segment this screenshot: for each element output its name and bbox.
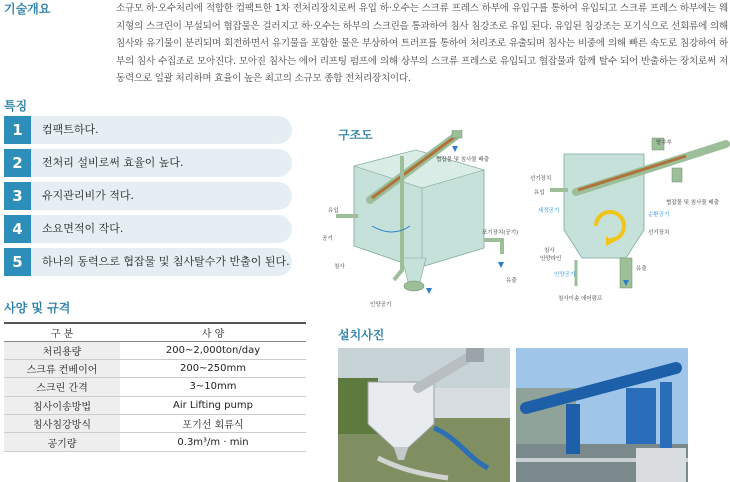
table-row <box>4 378 306 396</box>
photo2-frame <box>660 382 672 452</box>
photo2-panel <box>636 448 686 482</box>
feature-number: 5 <box>4 248 31 276</box>
structure-title: 구조도 <box>338 128 373 142</box>
label-right-grit: 침사 <box>544 248 555 254</box>
table-row <box>4 415 306 433</box>
feature-text: 전처리 설비로써 효율이 높다. <box>42 156 184 169</box>
spec-value: 3~10mm <box>120 378 306 396</box>
left-air-arrow-icon <box>426 288 432 294</box>
photo2-tank <box>626 388 656 444</box>
label-right-screen: 선기장치 <box>530 176 552 182</box>
photo1-motor <box>466 348 484 362</box>
feature-item <box>4 248 292 276</box>
photo-title: 설치사진 <box>338 328 385 342</box>
spec-header-category: 구 분 <box>4 323 120 341</box>
feature-number: 3 <box>4 182 31 210</box>
spec-value: 0.3m³/m · min <box>120 433 306 451</box>
left-hopper-base <box>404 281 424 291</box>
table-row <box>4 359 306 377</box>
spec-header-value: 사 양 <box>120 323 306 341</box>
overview-text: 소규모 하·오수처리에 적합한 컴팩트한 1차 전처리장치로써 유입 하·오수는 스크류 프레스 하부에 유입구를 통하여 유입되고 스크류 프레스 하부에는 웨지형의 스크린이 부설되어 협잡물은 걸러지고 하·오수는 하부의 스크린을 통과하여 침사 침강조로 유입 된다. 유입된 침강조는 포기식으로 선회류에 의해 침사와 유기물이 분리되며 회전하면서 유기물을 포함한 물은 부상하여 트러프를 통하여 처리조로 유출되며 침사는 비중에 의해 빠른 속도로 침강하여 하부의 침사 수집조로 모아진다. 모아진 침사는 에어 리프팅 펌프에 의해 상부의 스크류 프레스로 유입되고 협잡물과 함께 탈수 되어 반출하는 장치로써 저동력으로 일괄 처리하며 효율이 높은 최고의 소규모 종합 전처리장치이다. <box>116 3 728 84</box>
label-right-circ-air: 순환공기 <box>648 212 670 218</box>
spec-value: 200~2,000ton/day <box>120 341 306 359</box>
spec-value: Air Lifting pump <box>120 396 306 414</box>
label-right-settle-air: 세정공기 <box>538 208 560 214</box>
left-discharge-arrow-icon <box>452 146 458 152</box>
feature-number: 4 <box>4 215 31 243</box>
label-left-lift-air: 인양공기 <box>370 302 392 308</box>
label-right-discharge: 협잡물 및 침사물 배출 <box>666 200 720 206</box>
spec-header-row <box>4 323 306 341</box>
feature-text: 유지관리비가 적다. <box>42 189 135 202</box>
overview-title: 기술개요 <box>4 2 51 16</box>
feature-item <box>4 116 292 144</box>
spec-value: 포기선 회류식 <box>120 415 306 433</box>
label-right-lift-air: 인양공기 <box>554 272 576 278</box>
label-right-aeration: 선기장치 <box>648 230 670 236</box>
spec-key: 공기량 <box>4 433 120 451</box>
spec-value: 200~250mm <box>120 359 306 377</box>
label-left-grit: 침사 <box>334 264 345 270</box>
label-right-inlet: 유입 <box>534 190 545 196</box>
feature-number: 1 <box>4 116 31 144</box>
label-left-air: 공기 <box>322 236 333 242</box>
table-row <box>4 341 306 359</box>
left-motor <box>452 130 462 138</box>
right-diagram <box>530 138 726 302</box>
label-left-outflow: 유출 <box>506 278 517 284</box>
feature-item <box>4 149 292 177</box>
label-left-aeration: 포기장치(공기) <box>482 230 519 236</box>
spec-key: 처리용량 <box>4 341 120 359</box>
feature-number: 2 <box>4 149 31 177</box>
features-title: 특징 <box>4 99 28 113</box>
table-row <box>4 396 306 414</box>
left-outflow-arrow-icon <box>498 262 504 268</box>
feature-text: 하나의 동력으로 협잡물 및 침사탈수가 반출이 된다. <box>42 255 290 268</box>
feature-item <box>4 182 292 210</box>
spec-key: 스크린 간격 <box>4 378 120 396</box>
table-row <box>4 433 306 451</box>
installation-photo-2 <box>516 348 688 482</box>
label-right-outflow: 유출 <box>636 266 647 272</box>
label-right-dewater: 탈수부 <box>656 140 672 146</box>
spec-table <box>4 322 306 452</box>
feature-text: 소요면적이 작다. <box>42 222 124 235</box>
photo2-support <box>566 404 580 454</box>
right-tank <box>564 154 644 258</box>
spec-key: 침사침강방식 <box>4 415 120 433</box>
label-right-pump: 침사이송 에어펌프 <box>558 296 603 302</box>
left-diagram <box>322 130 518 308</box>
installation-photo-1 <box>338 348 510 482</box>
right-discharge-chute <box>672 168 682 182</box>
spec-key: 스크류 컨베이어 <box>4 359 120 377</box>
feature-text: 컴팩트하다. <box>42 123 99 136</box>
spec-title: 사양 및 규격 <box>4 301 71 315</box>
feature-item <box>4 215 292 243</box>
left-outflow-pipe <box>484 240 502 254</box>
label-left-discharge: 협잡물 및 침사물 배출 <box>436 157 490 163</box>
label-left-inlet: 유입 <box>328 208 339 214</box>
label-right-grit-lift: 인양라인 <box>540 256 562 262</box>
spec-key: 침사이송방법 <box>4 396 120 414</box>
structure-diagram <box>306 130 730 314</box>
left-hopper <box>402 258 426 282</box>
